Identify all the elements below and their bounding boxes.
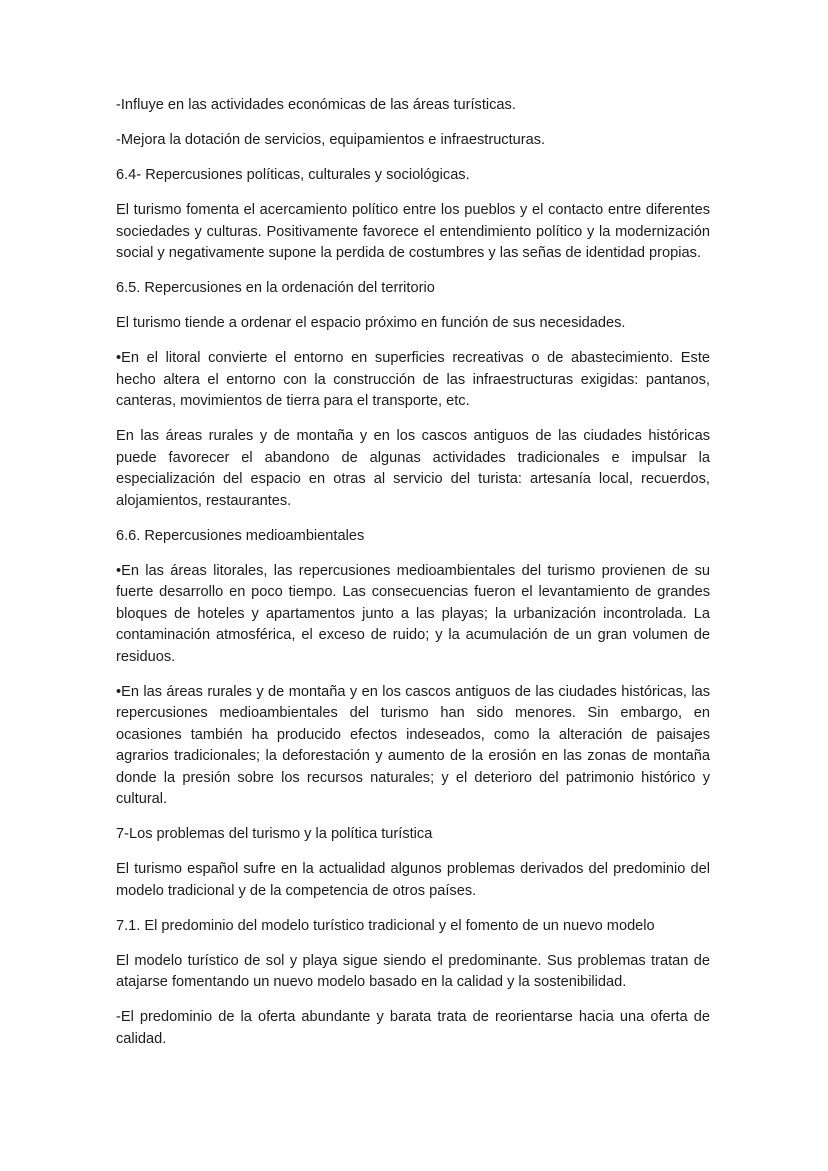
paragraph-political-cultural: El turismo fomenta el acercamiento político entre los pueblos y el contacto entre diferentes sociedades y culturas. Positivamente favorece el entendimiento político y la modernización social y negativamente supone la perdida de costumbres y las señas de identidad propias. (116, 202, 710, 261)
heading-6-5: 6.5. Repercusiones en la ordenación del territorio (116, 280, 435, 296)
paragraph-litoral-territory: •En el litoral convierte el entorno en superficies recreativas o de abastecimiento. Este hecho altera el entorno con la construcción de las infraestructuras exigidas: pantanos, canteras, movimientos de tierra para el transporte, etc. (116, 350, 710, 409)
heading-6-6: 6.6. Repercusiones medioambientales (116, 527, 365, 544)
document-page (116, 95, 710, 1064)
bullet-economic-activities: -Influye en las actividades económicas de las áreas turísticas. (116, 97, 516, 113)
paragraph-quality-offer: -El predominio de la oferta abundante y barata trata de reorientarse hacia una oferta de calidad. (116, 1009, 710, 1047)
paragraph-rural-territory: En las áreas rurales y de montaña y en los cascos antiguos de las ciudades históricas puede favorecer el abandono de algunas actividades tradicionales e impulsar la especialización del espacio en otras al servicio del turista: artesanía local, recuerdos, alojamientos, restaurantes. (116, 428, 710, 509)
paragraph-rural-environment: •En las áreas rurales y de montaña y en los cascos antiguos de las ciudades históricas, las repercusiones medioambientales del turismo han sido menores. Sin embargo, en ocasiones también ha producido efectos indeseados, como la alteración de paisajes agrarios tradicionales; la deforestación y aumento de la erosión en las zonas de montaña donde la presión sobre los recursos naturales; y el deterioro del patrimonio histórico y cultural. (116, 683, 710, 807)
paragraph-territory-intro: El turismo tiende a ordenar el espacio próximo en función de sus necesidades. (116, 315, 626, 331)
paragraph-litoral-environment: •En las áreas litorales, las repercusiones medioambientales del turismo provienen de su fuerte desarrollo en poco tiempo. Las consecuencias fueron el levantamiento de grandes bloques de hoteles y apartamentos junto a las playas; la urbanización incontrolada. La contaminación atmosférica, el exceso de ruido; y la acumulación de un gran volumen de residuos. (116, 562, 710, 665)
paragraph-problems-intro: El turismo español sufre en la actualidad algunos problemas derivados del predominio del modelo tradicional y de la competencia de otros países. (116, 861, 710, 899)
heading-6-4: 6.4- Repercusiones políticas, culturales y sociológicas. (116, 167, 470, 183)
bullet-services-infrastructure: -Mejora la dotación de servicios, equipamientos e infraestructuras. (116, 132, 546, 148)
heading-7-1: 7.1. El predominio del modelo turístico tradicional y el fomento de un nuevo modelo (116, 917, 655, 934)
heading-7: 7-Los problemas del turismo y la política turística (116, 826, 433, 842)
paragraph-sun-beach-model: El modelo turístico de sol y playa sigue siendo el predominante. Sus problemas tratan de atajarse fomentando un nuevo modelo basado en la calidad y la sostenibilidad. (116, 952, 710, 990)
